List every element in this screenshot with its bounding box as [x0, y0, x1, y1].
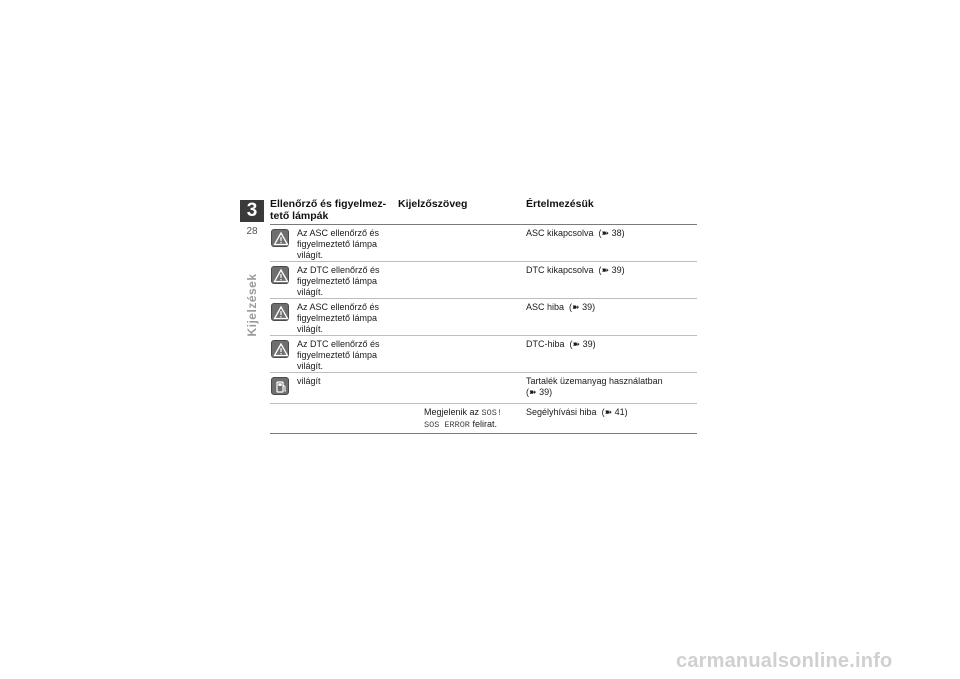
- display-code-sos: SOS!: [481, 408, 502, 418]
- page-reference: (➽ 39): [569, 302, 596, 312]
- header-lamps: Ellenőrző és figyelmez-tető lámpák: [270, 198, 387, 222]
- table-row: [270, 225, 697, 262]
- page-reference: (➽ 38): [598, 228, 625, 238]
- display-prefix: Megjelenik az: [424, 407, 480, 417]
- meaning-cell: [526, 376, 696, 398]
- meaning-cell: [526, 265, 696, 276]
- lamp-description: Az ASC ellenőrző és figyelmeztető lámpa világít.: [297, 228, 380, 260]
- chapter-number-tab: 3: [240, 200, 264, 222]
- page-reference-number: 39: [611, 265, 622, 275]
- meaning-text: ASC hiba: [526, 302, 565, 312]
- display-code-sos-error: SOS ERROR: [424, 420, 470, 430]
- indicator-table: [270, 198, 697, 434]
- meaning-cell: [526, 302, 696, 313]
- reference-arrow-icon: ➽: [601, 265, 610, 275]
- table-row: [270, 404, 697, 434]
- meaning-text: DTC-hiba: [526, 339, 565, 349]
- lamp-description: Az DTC ellenőrző és figyelmeztető lámpa világít.: [297, 265, 380, 297]
- reference-arrow-icon: ➽: [572, 339, 581, 349]
- meaning-text: DTC kikapcsolva: [526, 265, 594, 275]
- meaning-text: ASC kikapcsolva: [526, 228, 594, 238]
- page-reference-number: 39: [582, 302, 593, 312]
- table-row: [270, 336, 697, 373]
- meaning-cell: [526, 339, 696, 350]
- display-text-cell: [424, 407, 524, 431]
- table-row: [270, 373, 697, 404]
- header-display-text: Kijelzőszöveg: [398, 198, 468, 210]
- table-row: [270, 262, 697, 299]
- reference-arrow-icon: ➽: [601, 228, 610, 238]
- page-reference: (➽ 39): [526, 387, 553, 397]
- fuel-reserve-icon: [271, 377, 289, 395]
- page-reference: (➽ 41): [601, 407, 628, 417]
- meaning-cell: [526, 407, 696, 418]
- page-reference-number: 39: [539, 387, 550, 397]
- page-number: 28: [246, 226, 258, 237]
- meaning-cell: [526, 228, 696, 239]
- table-row: [270, 299, 697, 336]
- page-reference-number: 41: [614, 407, 625, 417]
- meaning-text: Segélyhívási hiba: [526, 407, 597, 417]
- reference-arrow-icon: ➽: [572, 302, 580, 312]
- lamp-description: világít: [297, 376, 321, 386]
- lamp-description: Az ASC ellenőrző és figyelmeztető lámpa világít.: [297, 302, 380, 334]
- chapter-side-label: Kijelzések: [245, 273, 259, 337]
- reference-arrow-icon: ➽: [529, 387, 537, 397]
- meaning-text: Tartalék üzemanyag használatban: [526, 376, 663, 386]
- watermark-text: carmanualsonline.info: [676, 650, 893, 672]
- dtc-warning-triangle-icon: [271, 266, 289, 284]
- header-meaning: Értelmezésük: [526, 198, 594, 210]
- reference-arrow-icon: ➽: [604, 407, 613, 417]
- page-reference-number: 38: [611, 228, 622, 238]
- asc-warning-triangle-icon: [271, 303, 289, 321]
- lamp-description: Az DTC ellenőrző és figyelmeztető lámpa világít.: [297, 339, 380, 371]
- display-suffix: felirat.: [472, 419, 497, 429]
- page-reference: (➽ 39): [569, 339, 596, 349]
- page-reference: (➽ 39): [598, 265, 625, 275]
- dtc-warning-triangle-icon: [271, 340, 289, 358]
- asc-warning-triangle-icon: [271, 229, 289, 247]
- page-reference-number: 39: [582, 339, 593, 349]
- table-header: [270, 198, 697, 225]
